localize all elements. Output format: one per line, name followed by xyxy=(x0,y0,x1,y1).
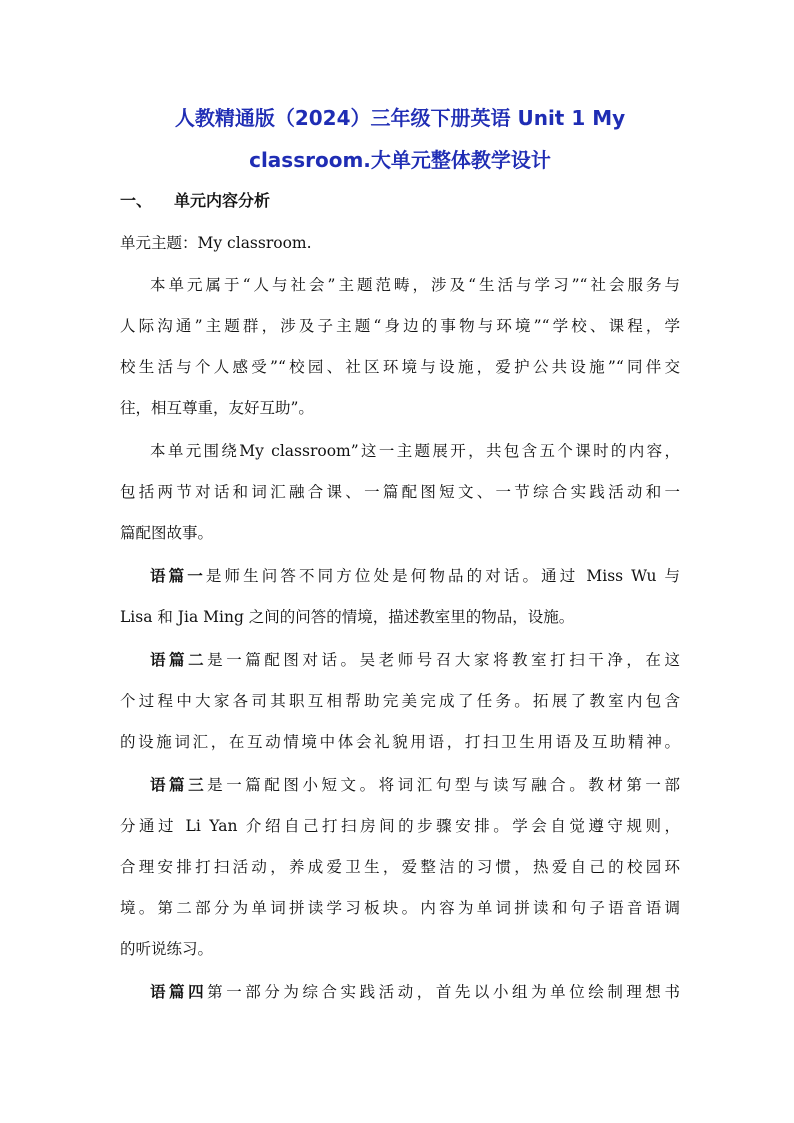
passage-text: 是师生问答不同方位处是何物品的对话。通过 Miss Wu 与 xyxy=(205,567,680,585)
paragraph-5-line: 分通过 Li Yan 介绍自己打扫房间的步骤安排。学会自觉遵守规则， xyxy=(120,817,680,835)
paragraph-6-line xyxy=(150,977,680,1007)
passage-text: 是一篇配图对话。吴老师号召大家将教室打扫干净，在这 xyxy=(207,651,680,669)
paragraph-4-line xyxy=(150,645,680,675)
passage-label: 语篇四 xyxy=(150,982,208,1001)
document-title-line-2: classroom.大单元整体教学设计 xyxy=(249,148,551,172)
paragraph-1-line: 往，相互尊重，友好互助”。 xyxy=(120,399,314,417)
paragraph-1-line: 校生活与个人感受”“校园、社区环境与设施，爱护公共设施”“同伴交 xyxy=(120,358,680,376)
paragraph-4-line: 的设施词汇，在互动情境中体会礼貌用语，打扫卫生用语及互助精神。 xyxy=(120,733,680,751)
section-heading xyxy=(120,186,270,216)
paragraph-2-line: 篇配图故事。 xyxy=(120,524,214,542)
passage-label: 语篇一 xyxy=(150,566,206,585)
passage-label: 语篇二 xyxy=(150,650,208,669)
document-title-line-1: 人教精通版（2024）三年级下册英语 Unit 1 My xyxy=(174,106,626,130)
unit-theme: 单元主题：My classroom. xyxy=(120,234,312,252)
section-number: 一、 xyxy=(120,191,153,210)
paragraph-3-line xyxy=(150,561,680,591)
passage-text: 是一篇配图小短文。将词汇句型与读写融合。教材第一部 xyxy=(207,776,680,794)
paragraph-4-line: 个过程中大家各司其职互相帮助完美完成了任务。拓展了教室内包含 xyxy=(120,692,680,710)
paragraph-5-line: 境。第二部分为单词拼读学习板块。内容为单词拼读和句子语音语调 xyxy=(120,899,680,917)
passage-text: 第一部分为综合实践活动，首先以小组为单位绘制理想书 xyxy=(207,983,680,1001)
paragraph-1-line: 人际沟通”主题群，涉及子主题“身边的事物与环境”“学校、课程，学 xyxy=(120,317,680,335)
paragraph-1-line: 本单元属于“人与社会”主题范畴，涉及“生活与学习”“社会服务与 xyxy=(150,276,680,294)
paragraph-2-line: 包括两节对话和词汇融合课、一篇配图短文、一节综合实践活动和一 xyxy=(120,483,680,501)
section-title: 单元内容分析 xyxy=(174,191,271,210)
paragraph-2-line: 本单元围绕My classroom”这一主题展开，共包含五个课时的内容， xyxy=(150,442,680,460)
paragraph-3-line: Lisa 和 Jia Ming 之间的问答的情境，描述教室里的物品，设施。 xyxy=(120,608,575,626)
paragraph-5-line: 的听说练习。 xyxy=(120,940,214,958)
passage-label: 语篇三 xyxy=(150,775,208,794)
paragraph-5-line: 合理安排打扫活动，养成爱卫生，爱整洁的习惯，热爱自己的校园环 xyxy=(120,858,680,876)
paragraph-5-line xyxy=(150,770,680,800)
